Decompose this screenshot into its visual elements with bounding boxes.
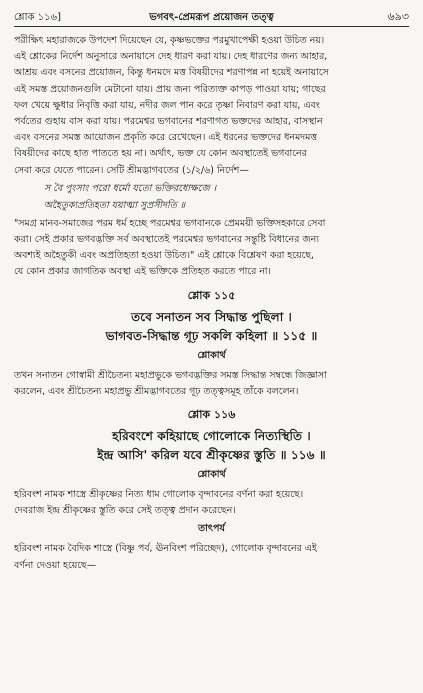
- text-line: হরিবংশ নামক বৈদিক শাস্ত্রে (বিষ্ণু পর্ব, ঊনবিংশ পরিচ্ছেদ), গোলোক বৃন্দাবনের এই: [14, 543, 317, 555]
- text-line: হরিবংশ নামক শাস্ত্রে শ্রীকৃষ্ণের নিত্য ধাম গোলোক বৃন্দাবনের বর্ণনা করা হয়েছে।: [14, 489, 304, 501]
- translation-heading: শ্লোকার্থ: [197, 349, 226, 361]
- translation-heading: শ্লোকার্থ: [197, 469, 226, 481]
- text-line: এই সমস্ত প্রয়োজনগুলি মেটানো যায়। প্রায় জন্য পরিত্যক্ত কাপড় পাওয়া যায়; গাছের: [14, 83, 326, 95]
- verse-heading: শ্লোক ১১৫: [187, 288, 236, 302]
- purport-heading: তাৎপর্য: [198, 523, 225, 535]
- text-line: পর্বতের গুহায় বাস করা যায়। পরমেশ্বর ভগবানের শরণাগত ভক্তদের আহার, বাসস্থান: [14, 116, 323, 128]
- page: [14, 8, 409, 574]
- text-line: পরীক্ষিৎ মহারাজকে উপদেশ দিয়েছেন যে, কৃষ্ণভক্তের পরমুখাপেক্ষী হওয়া উচিত নয়।: [14, 35, 325, 46]
- text-line: এবং বসনের সমস্ত আয়োজন প্রকৃতি করে রেখেছেন। এই ধরনের ভক্তদের ধনমদমত্ত: [14, 132, 317, 144]
- verse-heading: শ্লোক ১১৬: [187, 408, 236, 422]
- text-line: এই শ্লোকের নির্দেশ অনুসারে অনায়াসে দেহ ধারণ করা যায়। দেহ ধারণের জন্য আহার,: [14, 51, 328, 63]
- page-header: [14, 8, 409, 27]
- page-number: ৬৯৩: [387, 10, 409, 23]
- text-line: তখন সনাতন গোস্বামী শ্রীচৈতন্য মহাপ্রভুকে ভগবদ্ভক্তির সমস্ত সিদ্ধান্ত সম্বন্ধে জিজ্ঞাসা: [14, 369, 327, 381]
- verse-115: [14, 287, 409, 400]
- verse-line: ইন্দ্র আসি' করিল যবে শ্রীকৃষ্ণের স্তুতি ॥ ১১৬ ॥: [97, 448, 326, 463]
- text-line: "সমগ্র মানব-সমাজের পরম ধর্ম হচ্ছে পরমেশ্বর ভগবানকে প্রেমময়ী ভক্তিসহকারে সেবা: [14, 217, 326, 229]
- text-line: যে কোন প্রকার জাগতিক অবস্থা এই ভক্তিকে প্রতিহত করতে পারে না।: [14, 266, 271, 278]
- verse-line: ভাগবত-সিদ্ধান্ত গূঢ় সকলি কহিলা ॥ ১১৫ ॥: [105, 328, 318, 343]
- text-line: বর্ণনা দেওয়া হয়েছে—: [14, 559, 97, 571]
- text-line: অবশ্যই অহৈতুকী এবং অপ্রতিহতা হওয়া উচিত।" এই শ্লোকে বিশ্লেষণ করা হয়েছে,: [14, 250, 314, 262]
- text-line: বিষয়ীদের কাছে হাত পাততে হয় না। অর্থাৎ, ভক্ত যে কোন অবস্থাতেই ভগবানের: [14, 148, 307, 160]
- verse-116: [14, 406, 409, 574]
- quote-line: অহৈতুক্যপ্রতিহতা যয়াত্মা সুপ্রসীদতি ॥: [44, 200, 186, 212]
- text-line: আশ্রয় এবং বসনের প্রয়োজন, কিন্তু ধনমদে মত্ত বিষয়ীদের শরণাপন্ন না হয়েই অনায়াসে: [14, 67, 329, 79]
- sanskrit-quote: [14, 181, 409, 214]
- verse-line: তবে সনাতন সব সিদ্ধান্ত পুছিলা ।: [131, 309, 292, 324]
- quote-line: স বৈ পুংসাং পরো ধর্মো যতো ভক্তিরধোক্ষজে ।: [44, 182, 217, 194]
- text-line: ফল খেয়ে ক্ষুধার নিবৃত্তি করা যায়, নদীর জল পান করে তৃষ্ণা নিবারণ করা যায়, এবং: [14, 99, 320, 111]
- quote-translation: [14, 216, 409, 281]
- verse-line: হরিবংশে কহিয়াছে গোলোকে নিত্যস্থিতি ।: [112, 429, 311, 444]
- text-line: করলেন, এবং শ্রীচৈতন্য মহাপ্রভু শ্রীমদ্ভাগবতের গূঢ় তত্ত্বসমূহ তাঁকে বললেন।: [14, 385, 299, 397]
- header-verse-ref: শ্লোক ১১৬]: [14, 12, 62, 23]
- text-line: সেবা করে যেতে পারেন। সেটি শ্রীমদ্ভাগবতের (১/২/৬) নির্দেশ—: [14, 164, 249, 176]
- text-line: করা। সেই প্রকার ভগবদ্ভক্তি সর্ব অবস্থাতেই পরমেশ্বর ভগবানের সন্তুষ্টি বিধানের জন্য: [14, 234, 319, 246]
- purport-paragraph: [14, 33, 409, 179]
- header-chapter-title: ভগবৎ-প্রেমরূপ প্রয়োজন তত্ত্ব: [149, 12, 274, 23]
- text-line: দেবরাজ ইন্দ্র শ্রীকৃষ্ণের স্তুতি করে সেই তত্ত্ব প্রদান করেছেন।: [14, 505, 236, 517]
